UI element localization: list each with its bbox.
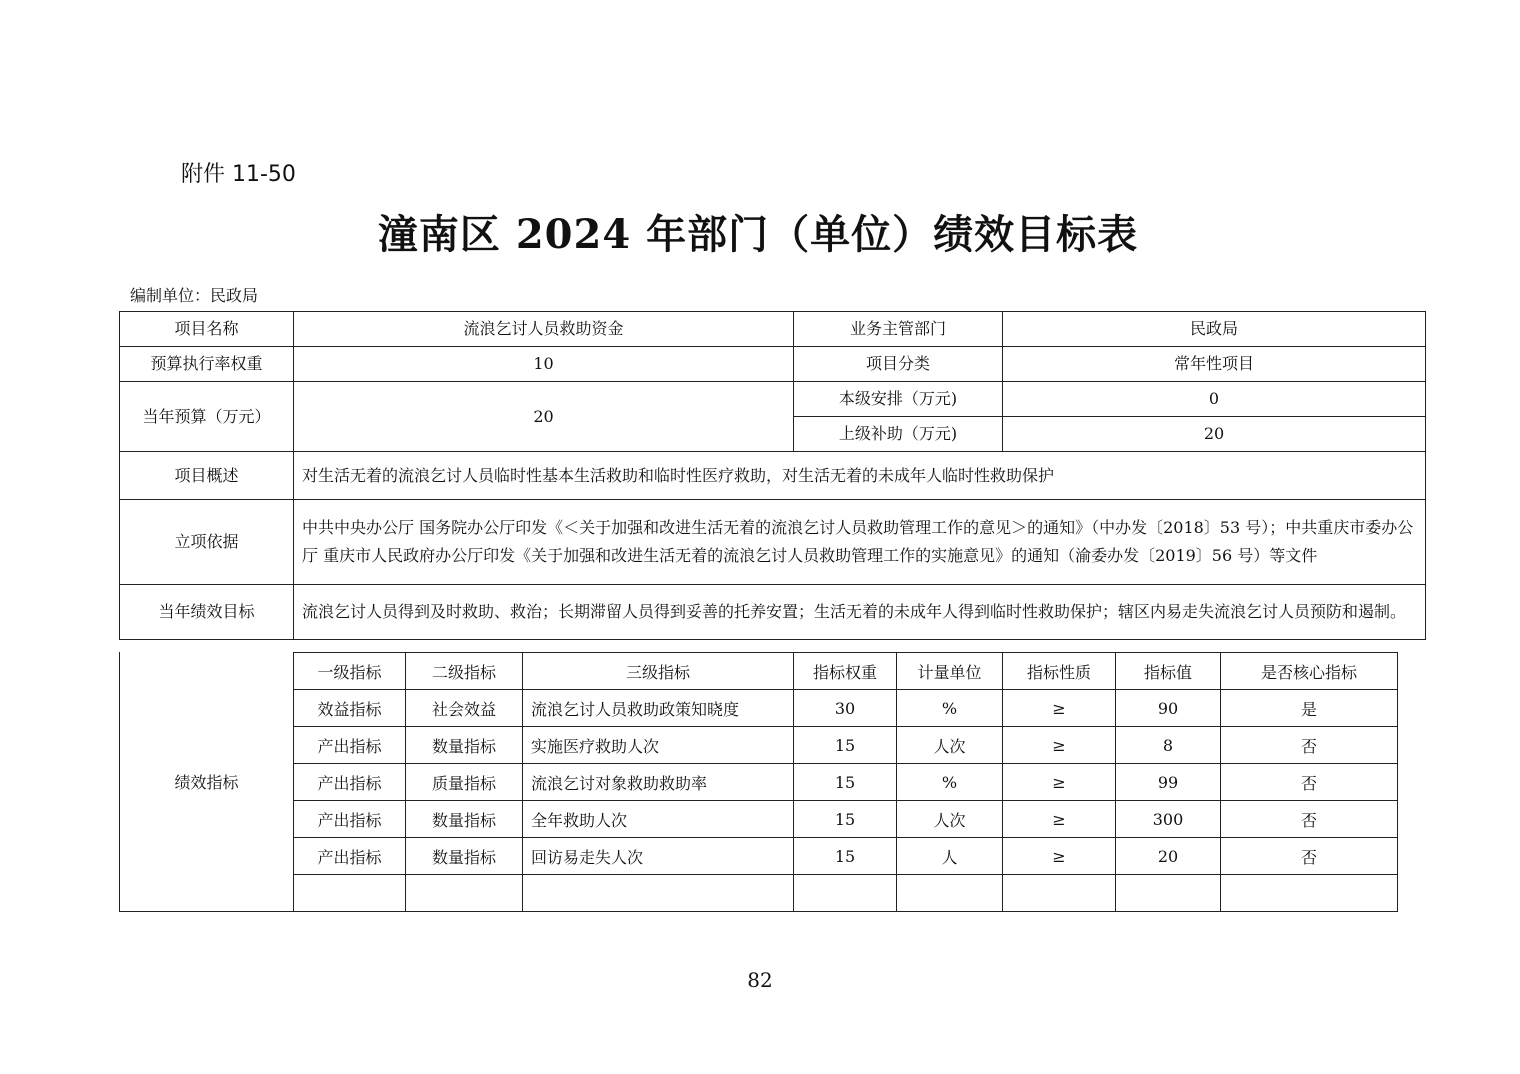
- cell-value: [1116, 875, 1221, 912]
- cell-level2: 数量指标: [406, 727, 523, 764]
- cell-weight: 15: [794, 838, 897, 875]
- cell-core: 否: [1221, 801, 1398, 838]
- cell-level2: [406, 875, 523, 912]
- upper-value: 20: [1003, 417, 1426, 452]
- table-row: [120, 585, 1426, 640]
- table-row: [120, 500, 1426, 585]
- cell-unit: %: [897, 764, 1003, 801]
- cell-nature: ≥: [1003, 727, 1116, 764]
- table-row: [120, 347, 1426, 382]
- cell-level1: 产出指标: [294, 764, 406, 801]
- cell-value: 8: [1116, 727, 1221, 764]
- cell-weight: 15: [794, 727, 897, 764]
- cell-level1: 产出指标: [294, 801, 406, 838]
- cell-level1: 产出指标: [294, 838, 406, 875]
- cell-unit: [897, 875, 1003, 912]
- cell-core: [1221, 875, 1398, 912]
- table-row: [294, 801, 1398, 838]
- cell-nature: ≥: [1003, 764, 1116, 801]
- header-unit: 计量单位: [897, 653, 1003, 690]
- cell-core: 否: [1221, 764, 1398, 801]
- info-table: [119, 311, 1426, 640]
- upper-label: 上级补助（万元): [794, 417, 1003, 452]
- page-number: 82: [747, 968, 773, 992]
- annual-budget-value: 20: [294, 382, 794, 452]
- cell-core: 是: [1221, 690, 1398, 727]
- dept-value: 民政局: [1003, 312, 1426, 347]
- cell-level1: [294, 875, 406, 912]
- project-name-label: 项目名称: [120, 312, 294, 347]
- table-row: [294, 727, 1398, 764]
- table-row-empty: [294, 875, 1398, 912]
- category-label: 项目分类: [794, 347, 1003, 382]
- table-row: [120, 452, 1426, 500]
- performance-table: [293, 652, 1398, 912]
- compiling-unit: 编制单位：民政局: [130, 286, 259, 305]
- table-row: [294, 690, 1398, 727]
- local-label: 本级安排（万元): [794, 382, 1003, 417]
- header-core: 是否核心指标: [1221, 653, 1398, 690]
- cell-weight: 15: [794, 764, 897, 801]
- cell-nature: ≥: [1003, 690, 1116, 727]
- goal-value: 流浪乞讨人员得到及时救助、救治；长期滞留人员得到妥善的托养安置；生活无着的未成年人得到临时性救助保护；辖区内易走失流浪乞讨人员预防和遏制。: [302, 602, 1407, 621]
- cell-level1: 效益指标: [294, 690, 406, 727]
- cell-level3: 流浪乞讨对象救助救助率: [523, 764, 794, 801]
- cell-weight: 15: [794, 801, 897, 838]
- cell-core: 否: [1221, 727, 1398, 764]
- header-level2: 二级指标: [406, 653, 523, 690]
- cell-level3: 回访易走失人次: [523, 838, 794, 875]
- overview-value: 对生活无着的流浪乞讨人员临时性基本生活救助和临时性医疗救助，对生活无着的未成年人临时性救助保护: [294, 452, 1426, 500]
- cell-value: 90: [1116, 690, 1221, 727]
- goal-label: 当年绩效目标: [120, 585, 294, 640]
- header-level3: 三级指标: [523, 653, 794, 690]
- performance-label: 绩效指标: [119, 652, 293, 912]
- cell-level1: 产出指标: [294, 727, 406, 764]
- cell-unit: %: [897, 690, 1003, 727]
- cell-nature: [1003, 875, 1116, 912]
- dept-label: 业务主管部门: [794, 312, 1003, 347]
- basis-label: 立项依据: [120, 500, 294, 585]
- cell-weight: 30: [794, 690, 897, 727]
- table-row: [120, 382, 1426, 417]
- cell-level2: 社会效益: [406, 690, 523, 727]
- cell-level3: 流浪乞讨人员救助政策知晓度: [523, 690, 794, 727]
- cell-unit: 人: [897, 838, 1003, 875]
- cell-unit: 人次: [897, 727, 1003, 764]
- cell-nature: ≥: [1003, 838, 1116, 875]
- basis-value: 中共中央办公厅 国务院办公厅印发《＜关于加强和改进生活无着的流浪乞讨人员救助管理工作的意见＞的通知》（中办发〔2018〕53 号）；中共重庆市委办公厅 重庆市人民政府办公厅印发《关于加强和改进生活无着的流浪乞讨人员救助管理工作的实施意见》的通知（渝委办发〔2019〕56 号）等文件: [302, 518, 1414, 565]
- annual-budget-label: 当年预算（万元）: [120, 382, 294, 452]
- cell-level3: 全年救助人次: [523, 801, 794, 838]
- project-name-value: 流浪乞讨人员救助资金: [294, 312, 794, 347]
- cell-level3: 实施医疗救助人次: [523, 727, 794, 764]
- table-row: [294, 764, 1398, 801]
- header-level1: 一级指标: [294, 653, 406, 690]
- cell-unit: 人次: [897, 801, 1003, 838]
- performance-header-row: [294, 653, 1398, 690]
- cell-value: 99: [1116, 764, 1221, 801]
- local-value: 0: [1003, 382, 1426, 417]
- cell-level2: 数量指标: [406, 838, 523, 875]
- header-value: 指标值: [1116, 653, 1221, 690]
- table-row: [120, 312, 1426, 347]
- budget-rate-value: 10: [294, 347, 794, 382]
- cell-value: 300: [1116, 801, 1221, 838]
- cell-core: 否: [1221, 838, 1398, 875]
- attachment-label: 附件 11-50: [181, 162, 296, 187]
- header-weight: 指标权重: [794, 653, 897, 690]
- cell-level3: [523, 875, 794, 912]
- header-nature: 指标性质: [1003, 653, 1116, 690]
- category-value: 常年性项目: [1003, 347, 1426, 382]
- page-title: 潼南区 2024 年部门（单位）绩效目标表: [377, 211, 1139, 258]
- cell-value: 20: [1116, 838, 1221, 875]
- table-row: [294, 838, 1398, 875]
- cell-level2: 数量指标: [406, 801, 523, 838]
- cell-nature: ≥: [1003, 801, 1116, 838]
- cell-level2: 质量指标: [406, 764, 523, 801]
- budget-rate-label: 预算执行率权重: [120, 347, 294, 382]
- cell-weight: [794, 875, 897, 912]
- overview-label: 项目概述: [120, 452, 294, 500]
